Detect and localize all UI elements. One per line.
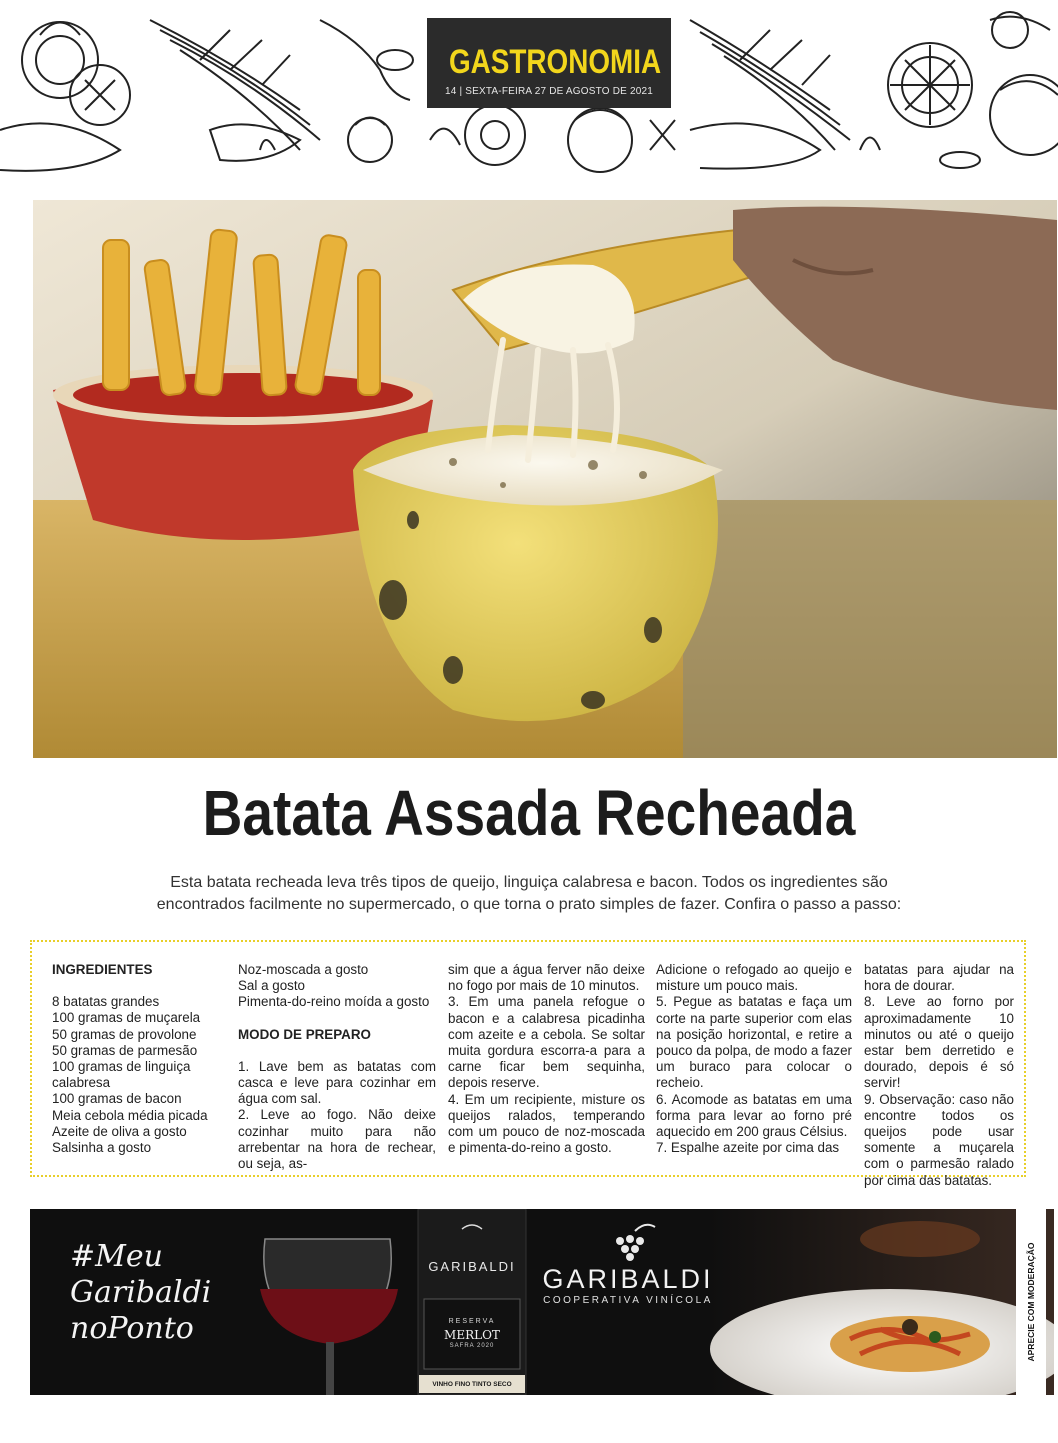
bottle-brand: GARIBALDI [428,1259,516,1274]
ingredient-item: 50 gramas de provolone [52,1026,197,1042]
brand-subtitle: COOPERATIVA VINÍCOLA [543,1295,713,1306]
ingredient-item: Noz-moscada a gosto [238,962,369,977]
method-step: Adicione o refogado ao queijo e misture um pouco mais. [656,962,852,994]
ingredient-item: Pimenta-do-reino moída a gosto [238,994,430,1010]
page-number-date: 14 | SEXTA-FEIRA 27 DE AGOSTO DE 2021 [444,86,654,97]
recipe-column-3 [448,962,645,1156]
garibaldi-advertisement [30,1209,1054,1395]
section-header [0,0,1058,178]
method-step: 2. Leve ao fogo. Não deixe cozinhar muito para não arrebentar na hora de rechear, ou seja, as- [238,1107,436,1172]
method-step: 3. Em uma panela refogue o bacon e a calabresa picadinha com azeite e a cebola. Se soltar muita gordura escorra-a para a carne ficar bem sequinha, depois reserve. [448,994,645,1091]
section-title-box [427,18,671,108]
method-step: 7. Espalhe azeite por cima das [656,1140,840,1156]
ingredient-item: Salsinha a gosto [52,1140,152,1156]
method-step: 1. Lave bem as batatas com casca e leve para cozinhar em água com sal. [238,1058,436,1107]
article-intro: Esta batata recheada leva três tipos de queijo, linguiça calabresa e bacon. Todos os ingredientes são encontrados facilmente no supermercado, o que torna o prato simples de fazer. Confira o passo a passo: [156,874,902,913]
ingredient-item: Meia cebola média picada [52,1107,208,1123]
method-step: 5. Pegue as batatas e faça um corte na parte superior com elas na posição horizontal, e retire a pouco da polpa, de modo a fazer um buraco para colocar o recheio. [656,994,852,1091]
hashtag-line: noPonto [70,1311,194,1346]
wine-bottle-icon [418,1209,526,1395]
bottle-varietal: MERLOT [444,1328,500,1342]
ingredient-item: Sal a gosto [238,978,305,994]
article-headline: Batata Assada Recheada [202,777,856,849]
ingredient-item: 100 gramas de bacon [52,1091,182,1107]
method-step: 6. Acomode as batatas em uma forma para levar ao forno pré aquecido em 200 graus Célsius. [656,1091,852,1140]
brand-name: GARIBALDI [542,1264,714,1294]
wine-glass-icon [260,1239,398,1395]
moderation-notice-text: APRECIE COM MODERAÇÃO [1026,1242,1036,1362]
hero-photo [33,200,1057,758]
method-step: batatas para ajudar na hora de dourar. [864,962,1014,994]
ingredient-item: 100 gramas de linguiça calabresa [52,1059,191,1091]
ingredients-heading: INGREDIENTES [52,962,153,977]
hashtag-line: Garibaldi [70,1275,212,1310]
recipe-column-2 [238,962,436,1172]
recipe-column-1 [52,962,232,1156]
grapes-logo-icon [616,1225,655,1261]
ad-hashtag [70,1239,270,1347]
ingredient-item: 8 batatas grandes [52,994,160,1010]
section-title: GASTRONOMIA [448,43,662,81]
bottle-label: VINHO FINO TINTO SECO [432,1381,512,1388]
method-step: 8. Leve ao forno por aproximadamente 10 minutos ou até o queijo estar bem derretido e dourado, depois é só servir! [864,994,1014,1091]
method-step: 9. Observação: caso não encontre todos os queijos pode usar somente a muçarela com o parmesão ralado por cima das batatas. [864,1091,1014,1188]
hashtag-line: #Meu [70,1239,163,1274]
ingredient-item: 100 gramas de muçarela [52,1010,201,1026]
recipe-column-4 [656,962,852,1156]
recipe-column-5 [864,962,1014,1189]
ingredient-item: 50 gramas de parmesão [52,1042,198,1058]
stuffed-potato-photo-icon [33,200,1057,758]
moderation-notice [1016,1209,1046,1395]
method-step: 4. Em um recipiente, misture os queijos ralados, temperando com um pouco de noz-moscada e pimenta-do-reino a gosto. [448,1091,645,1156]
bottle-vintage: SAFRA 2020 [449,1343,495,1349]
bottle-reserve: RESERVA [448,1318,496,1325]
ingredient-item: Azeite de oliva a gosto [52,1123,187,1139]
recipe-box [30,940,1026,1188]
method-heading: MODO DE PREPARO [238,1026,371,1042]
method-step: sim que a água ferver não deixe no fogo por mais de 10 minutos. [448,962,645,994]
